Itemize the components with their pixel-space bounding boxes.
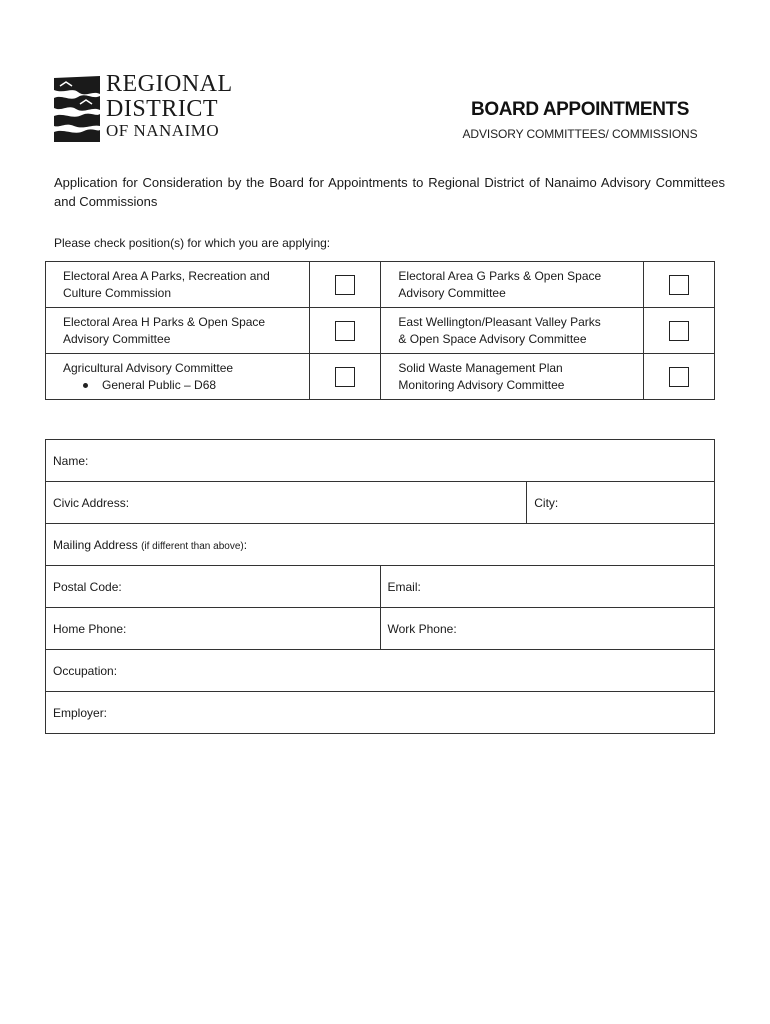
position-label-line: Monitoring Advisory Committee (398, 377, 565, 392)
position-label-line: Culture Commission (63, 285, 172, 300)
positions-row (46, 308, 715, 354)
mailing-address-field[interactable] (46, 524, 715, 566)
positions-prompt: Please check position(s) for which you are applying: (54, 236, 331, 250)
checkbox-cell (309, 262, 381, 308)
checkbox-cell (644, 262, 715, 308)
position-label (46, 354, 310, 400)
employer-label: Employer: (53, 705, 108, 720)
logo-wordmark (106, 72, 233, 140)
mailing-address-note: (if different than above) (141, 540, 244, 552)
postal-code-field[interactable] (46, 566, 381, 608)
checkbox-cell (644, 354, 715, 400)
name-label: Name: (53, 453, 89, 468)
work-phone-label: Work Phone: (387, 621, 457, 636)
work-phone-field[interactable] (380, 608, 715, 650)
positions-table (45, 261, 715, 400)
home-phone-field[interactable] (46, 608, 381, 650)
home-phone-label: Home Phone: (53, 621, 127, 636)
position-label-line: Electoral Area H Parks & Open Space (63, 314, 266, 329)
checkbox-cell (644, 308, 715, 354)
positions-row (46, 354, 715, 400)
logo-line-3: OF NANAIMO (106, 121, 220, 140)
position-label-line: Electoral Area A Parks, Recreation and (63, 268, 270, 283)
rdn-logo (52, 71, 233, 146)
position-label-line: & Open Space Advisory Committee (398, 331, 587, 346)
checkbox-east-wellington-parks[interactable] (669, 321, 689, 341)
mailing-address-label: Mailing Address (53, 537, 138, 552)
position-label (381, 308, 644, 354)
checkbox-agricultural[interactable] (335, 367, 355, 387)
occupation-label: Occupation: (53, 663, 118, 678)
intro-text: Application for Consideration by the Board for Appointments to Regional District of Nanaimo Advisory Committees and Commissions (54, 175, 725, 209)
position-sub-bullet (63, 377, 301, 394)
name-field[interactable] (46, 440, 715, 482)
logo-line-1: REGIONAL (106, 71, 233, 97)
checkbox-cell (309, 308, 381, 354)
occupation-field[interactable] (46, 650, 715, 692)
rdn-logo-mark-icon (52, 74, 102, 144)
position-label-line: Solid Waste Management Plan (398, 360, 563, 375)
checkbox-area-g-parks[interactable] (669, 275, 689, 295)
civic-address-field[interactable] (46, 482, 527, 524)
page-title: BOARD APPOINTMENTS (471, 99, 689, 120)
position-label (46, 308, 310, 354)
bullet-text: General Public – D68 (102, 377, 217, 392)
postal-code-label: Postal Code: (53, 579, 122, 594)
city-label: City: (534, 495, 559, 510)
checkbox-solid-waste[interactable] (669, 367, 689, 387)
civic-address-label: Civic Address: (53, 495, 130, 510)
position-label (46, 262, 310, 308)
position-label-line: Electoral Area G Parks & Open Space (398, 268, 602, 283)
city-field[interactable] (527, 482, 715, 524)
page-subtitle: ADVISORY COMMITTEES/ COMMISSIONS (462, 127, 698, 141)
mailing-address-colon: : (243, 537, 248, 552)
position-label-line: Advisory Committee (398, 285, 506, 300)
employer-field[interactable] (46, 692, 715, 734)
positions-row (46, 262, 715, 308)
email-field[interactable] (380, 566, 715, 608)
position-label (381, 262, 644, 308)
email-label: Email: (387, 579, 421, 594)
position-label (381, 354, 644, 400)
position-label-line: East Wellington/Pleasant Valley Parks (398, 314, 601, 329)
applicant-info-table (45, 439, 715, 734)
position-label-line: Advisory Committee (63, 331, 171, 346)
checkbox-area-h-parks[interactable] (335, 321, 355, 341)
checkbox-cell (309, 354, 381, 400)
logo-line-2: DISTRICT (106, 96, 218, 122)
bullet-icon (83, 383, 88, 388)
position-label-line: Agricultural Advisory Committee (63, 360, 234, 375)
checkbox-area-a-parks[interactable] (335, 275, 355, 295)
